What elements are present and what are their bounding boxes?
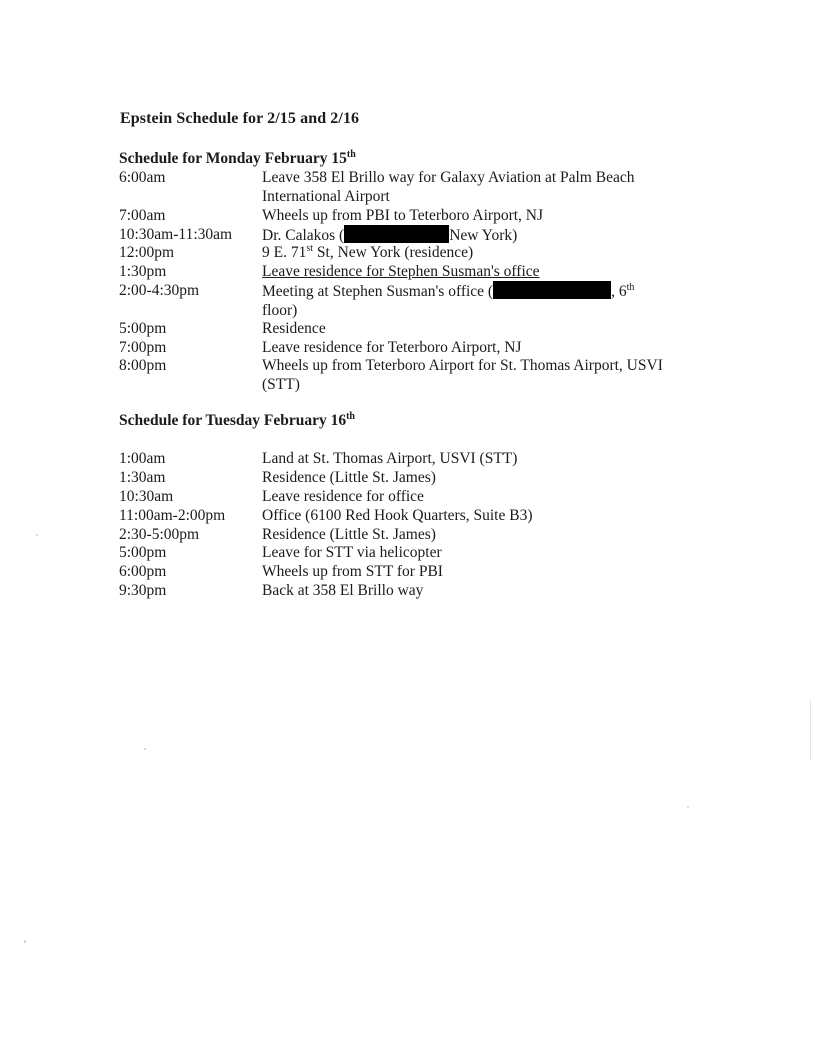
row-time: 7:00am: [119, 207, 166, 224]
row-time: 9:30pm: [119, 582, 167, 599]
monday-heading-text: Schedule for Monday February 15: [119, 150, 347, 168]
row-description: Back at 358 El Brillo way: [262, 582, 424, 599]
row-description: Leave residence for office: [262, 488, 424, 505]
row-time: 11:00am-2:00pm: [119, 507, 226, 524]
row-description: Leave residence for Teterboro Airport, NJ: [262, 339, 522, 356]
scan-speck: [24, 940, 26, 943]
row-description: [262, 168, 702, 206]
redaction-bar: [344, 225, 449, 243]
scan-speck: [687, 806, 689, 808]
monday-heading: [119, 149, 356, 168]
row-description-line1: Wheels up from Teterboro Airport for St. Thomas Airport, USVI: [262, 357, 663, 374]
row-time: 12:00pm: [119, 244, 175, 261]
row-description: [262, 281, 702, 320]
row-description: Land at St. Thomas Airport, USVI (STT): [262, 450, 518, 467]
row-description-line1: Leave 358 El Brillo way for Galaxy Aviation at Palm Beach: [262, 169, 635, 186]
row-description: Residence: [262, 320, 326, 337]
row-description: Leave residence for Stephen Susman's office: [262, 263, 540, 280]
scan-speck: [36, 534, 38, 536]
row-time: 10:30am-11:30am: [119, 226, 233, 243]
row-time: 1:30am: [119, 469, 166, 486]
row-time: 5:00pm: [119, 544, 167, 561]
row-time: 8:00pm: [119, 357, 167, 374]
row-description-part1: Meeting at Stephen Susman's office (: [262, 283, 494, 300]
tuesday-heading-sup: th: [346, 411, 355, 422]
row-time: 1:00am: [119, 450, 166, 467]
tuesday-heading: [119, 411, 355, 430]
row-description: Wheels up from PBI to Teterboro Airport, NJ: [262, 207, 544, 224]
scan-speck: [144, 748, 146, 750]
row-description: [262, 225, 702, 245]
tuesday-heading-text: Schedule for Tuesday February 16: [119, 412, 347, 430]
row-description-sup: th: [626, 281, 635, 293]
row-time: 6:00pm: [119, 563, 167, 580]
row-description-part2: St, New York (residence): [313, 244, 474, 261]
document-title: Epstein Schedule for 2/15 and 2/16: [120, 110, 360, 127]
monday-heading-sup: th: [346, 149, 356, 160]
row-description-line2: (STT): [262, 376, 300, 393]
row-description: [262, 356, 712, 394]
row-time: 2:30-5:00pm: [119, 526, 200, 543]
row-description-line2: floor): [262, 302, 298, 319]
row-time: 10:30am: [119, 488, 174, 505]
row-description-line2: International Airport: [262, 188, 390, 205]
row-time: 6:00am: [119, 169, 166, 186]
row-description: Office (6100 Red Hook Quarters, Suite B3): [262, 507, 533, 524]
row-description-sup: st: [306, 242, 314, 254]
row-description-part1: 9 E. 71: [262, 244, 307, 261]
row-description: [262, 243, 702, 262]
row-time: 5:00pm: [119, 320, 167, 337]
row-time: 2:00-4:30pm: [119, 282, 200, 299]
row-description: Residence (Little St. James): [262, 526, 436, 543]
row-time: 7:00pm: [119, 339, 167, 356]
scan-edge-line: [810, 700, 811, 760]
redaction-bar: [493, 281, 611, 299]
row-description-part2: , 6: [611, 283, 627, 300]
row-description-part1: Dr. Calakos (: [262, 227, 345, 244]
row-description: Residence (Little St. James): [262, 469, 436, 486]
row-description: Wheels up from STT for PBI: [262, 563, 443, 580]
row-description-part2: New York): [449, 227, 518, 244]
row-time: 1:30pm: [119, 263, 167, 280]
row-description: Leave for STT via helicopter: [262, 544, 442, 561]
